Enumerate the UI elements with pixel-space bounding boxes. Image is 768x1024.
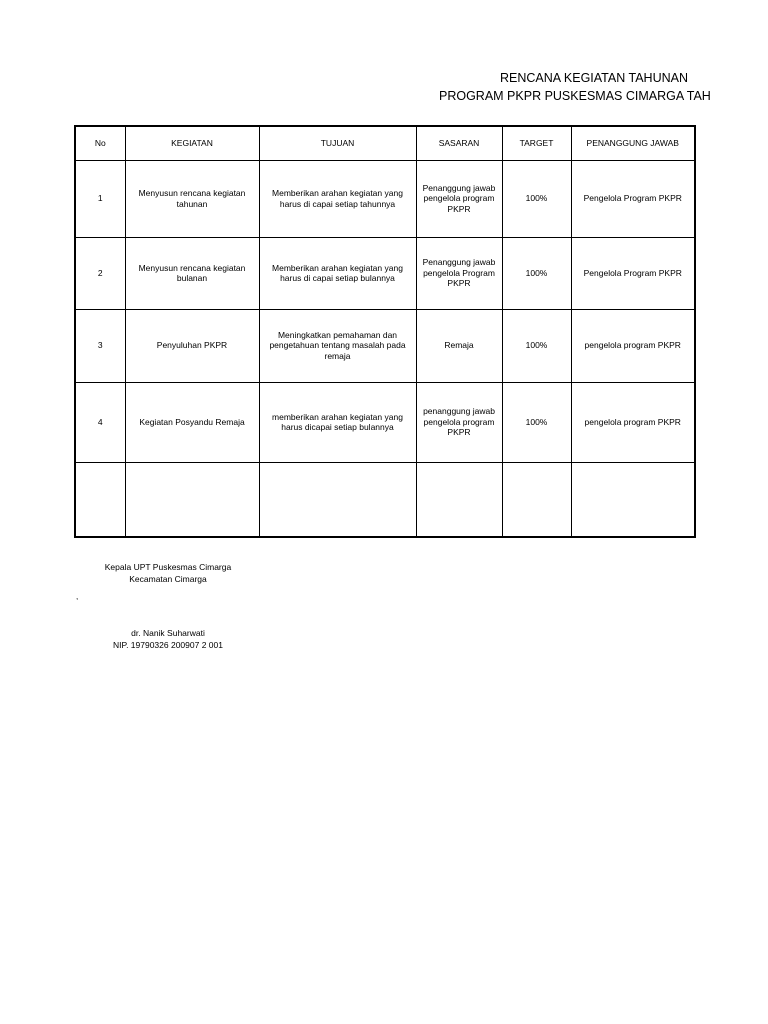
cell-target: 100% (502, 309, 571, 382)
cell-target: 100% (502, 382, 571, 462)
header-sasaran: SASARAN (416, 126, 502, 160)
signature-district: Kecamatan Cimarga (129, 574, 207, 584)
cell-tujuan (259, 462, 416, 537)
cell-penanggung-jawab: Pengelola Program PKPR (571, 160, 695, 237)
signature-block (98, 561, 238, 651)
cell-sasaran (416, 462, 502, 537)
header-tujuan: TUJUAN (259, 126, 416, 160)
header-penanggung-jawab: PENANGGUNG JAWAB (571, 126, 695, 160)
document-title (400, 69, 730, 105)
signature-nip: NIP. 19790326 200907 2 001 (113, 640, 223, 650)
signature-position: Kepala UPT Puskesmas Cimarga (104, 562, 232, 572)
cell-no: 2 (75, 237, 125, 309)
cell-kegiatan: Penyuluhan PKPR (125, 309, 259, 382)
cell-penanggung-jawab (571, 462, 695, 537)
cell-kegiatan: Kegiatan Posyandu Remaja (125, 382, 259, 462)
cell-no (75, 462, 125, 537)
cell-kegiatan (125, 462, 259, 537)
table-row-empty (75, 462, 695, 537)
cell-no: 4 (75, 382, 125, 462)
cell-sasaran: Penanggung jawab pengelola program PKPR (416, 160, 502, 237)
cell-target (502, 462, 571, 537)
signature-mark: , (76, 592, 79, 601)
cell-target: 100% (502, 237, 571, 309)
cell-tujuan: Meningkatkan pemahaman dan pengetahuan tentang masalah pada remaja (259, 309, 416, 382)
table-row (75, 237, 695, 309)
cell-penanggung-jawab: Pengelola Program PKPR (571, 237, 695, 309)
cell-sasaran: Penanggung jawab pengelola Program PKPR (416, 237, 502, 309)
title-line-1: RENCANA KEGIATAN TAHUNAN (500, 71, 688, 85)
cell-sasaran: penanggung jawab pengelola program PKPR (416, 382, 502, 462)
header-target: TARGET (502, 126, 571, 160)
activity-plan-table (74, 125, 696, 538)
title-line-2: PROGRAM PKPR PUSKESMAS CIMARGA TAH (439, 89, 711, 103)
cell-no: 1 (75, 160, 125, 237)
cell-sasaran: Remaja (416, 309, 502, 382)
table-row (75, 382, 695, 462)
header-kegiatan: KEGIATAN (125, 126, 259, 160)
cell-tujuan: Memberikan arahan kegiatan yang harus di capai setiap tahunnya (259, 160, 416, 237)
table-header-row (75, 126, 695, 160)
cell-tujuan: memberikan arahan kegiatan yang harus dicapai setiap bulannya (259, 382, 416, 462)
cell-penanggung-jawab: pengelola program PKPR (571, 382, 695, 462)
cell-penanggung-jawab: pengelola program PKPR (571, 309, 695, 382)
table-row (75, 160, 695, 237)
signature-name: dr. Nanik Suharwati (131, 628, 205, 638)
table-row (75, 309, 695, 382)
cell-kegiatan: Menyusun rencana kegiatan tahunan (125, 160, 259, 237)
cell-kegiatan: Menyusun rencana kegiatan bulanan (125, 237, 259, 309)
cell-target: 100% (502, 160, 571, 237)
cell-tujuan: Memberikan arahan kegiatan yang harus di capai setiap bulannya (259, 237, 416, 309)
header-no: No (75, 126, 125, 160)
cell-no: 3 (75, 309, 125, 382)
